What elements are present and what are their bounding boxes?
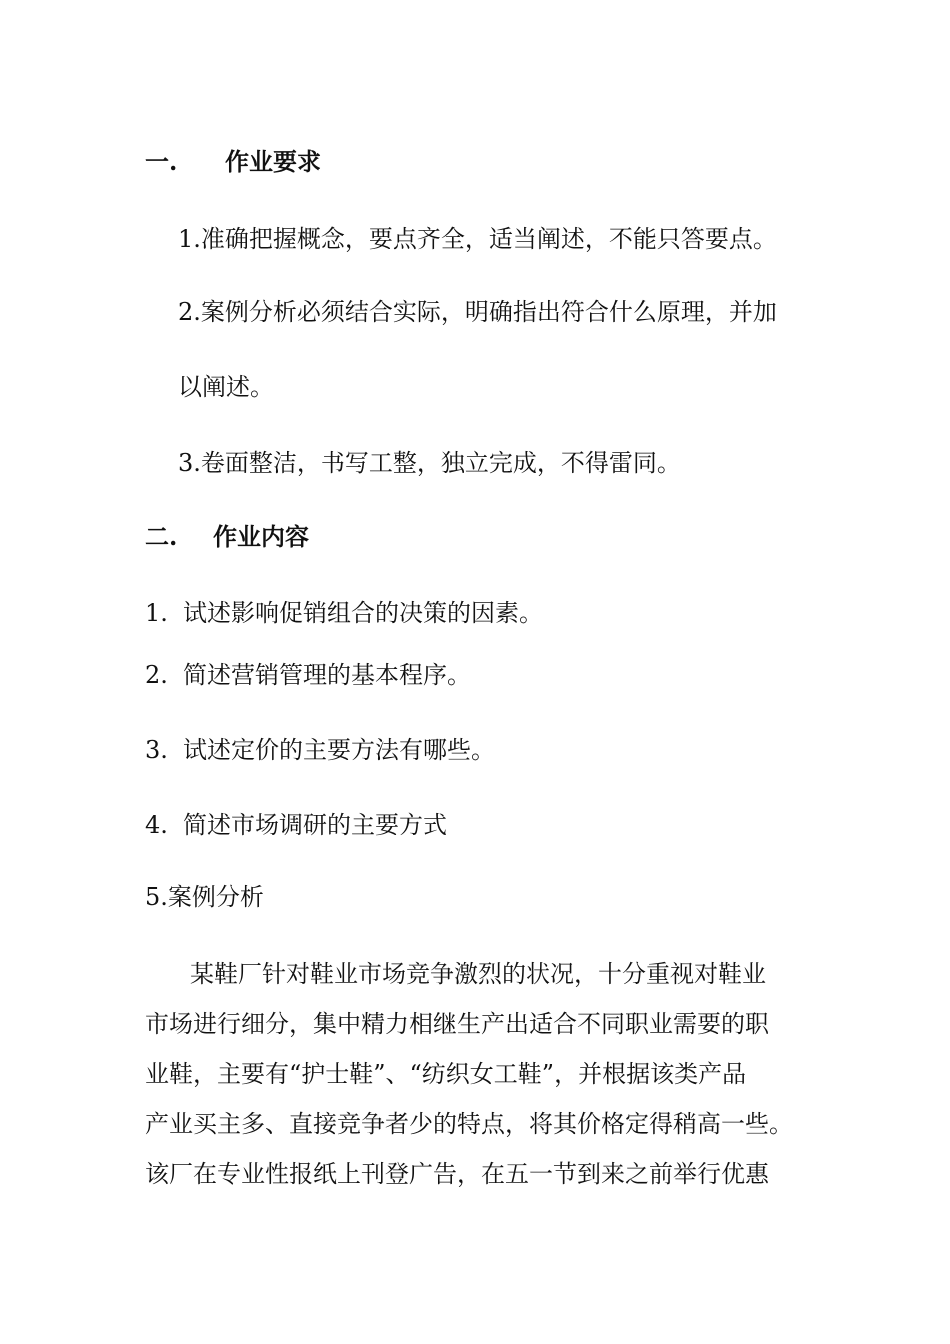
section-title: 作业内容 [213,522,309,551]
list-item-number: 4. [145,811,168,839]
list-item-number: 1. [145,599,168,627]
list-item-text: 案例分析 [167,883,264,911]
case-paragraph-line: 该厂在专业性报纸上刊登广告，在五一节到来之前举行优惠 [145,1160,769,1188]
case-paragraph-line: 市场进行细分，集中精力相继生产出适合不同职业需要的职 [145,1010,769,1038]
section-title: 作业要求 [225,147,321,176]
list-item-number: 5. [145,883,168,911]
list-item-text: 试述影响促销组合的决策的因素。 [183,599,543,627]
section-heading-content [145,520,309,554]
list-item [145,658,471,692]
list-item [145,596,543,630]
list-item-text: 试述定价的主要方法有哪些。 [183,736,495,764]
requirement-item-continued: 以阐述。 [178,373,274,401]
section-number: 二. [145,522,178,551]
section-heading-requirements [145,145,321,179]
list-item [145,733,495,767]
list-item [145,808,447,842]
list-item-text: 简述市场调研的主要方式 [183,811,447,839]
case-paragraph-line: 某鞋厂针对鞋业市场竞争激烈的状况，十分重视对鞋业 [190,960,766,988]
case-paragraph-line: 产业买主多、直接竞争者少的特点，将其价格定得稍高一些。 [145,1110,793,1138]
list-item-number: 2. [145,661,168,689]
list-item [145,880,264,914]
requirement-item: 1.准确把握概念，要点齐全，适当阐述，不能只答要点。 [178,225,777,253]
requirement-item: 2.案例分析必须结合实际，明确指出符合什么原理，并加 [178,298,777,326]
list-item-text: 简述营销管理的基本程序。 [183,661,471,689]
requirement-item: 3.卷面整洁，书写工整，独立完成，不得雷同。 [178,449,681,477]
case-paragraph-line: 业鞋，主要有“护士鞋”、“纺织女工鞋”，并根据该类产品 [145,1060,747,1088]
section-number: 一. [145,147,178,176]
list-item-number: 3. [145,736,168,764]
